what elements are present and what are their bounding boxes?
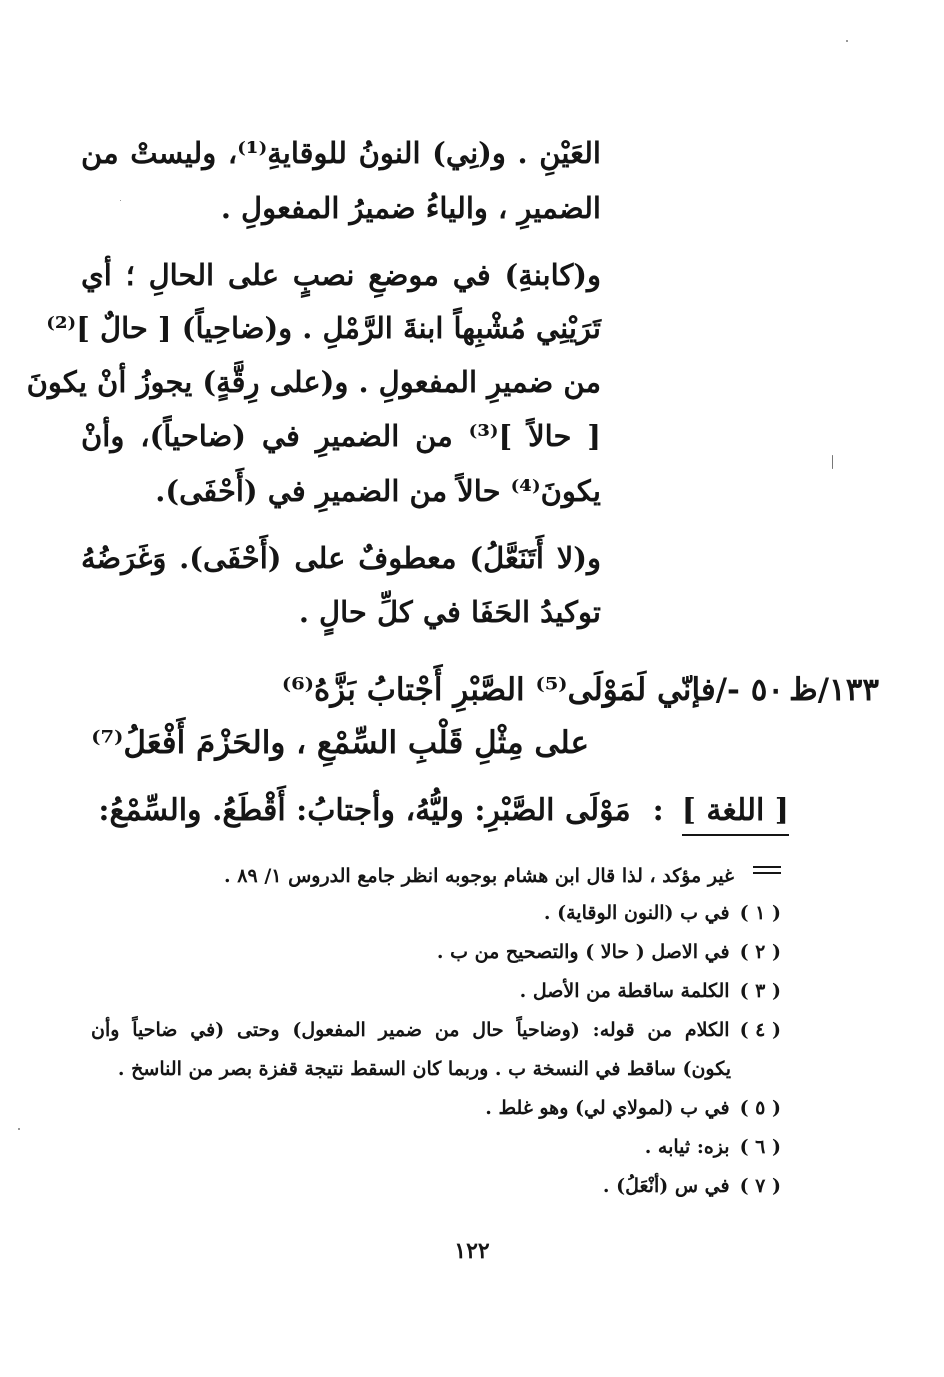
footnote-number: ( ٧ ) <box>739 1175 781 1197</box>
footnote-number: ( ١ ) <box>739 902 781 924</box>
body-line-5: من ضميرِ المفعولِ . و(على رِقَّةٍ) يجوزُ أنْ يكونَ <box>26 365 601 399</box>
footnote-continued: غير مؤكد ، لذا قال ابن هشام بوجوبه انظر جامع الدروس ١/ ٨٩ . <box>224 865 734 887</box>
footnote-text: في ب (النون الوقاية) . <box>543 902 730 924</box>
scan-speck <box>846 40 848 42</box>
footnote-number: ( ٣ ) <box>739 980 781 1002</box>
footnote-text: في س (أنْعَلُ) . <box>602 1175 730 1197</box>
footnote-3 <box>520 977 781 1005</box>
footnote-4 <box>91 1016 781 1044</box>
footnote-6 <box>645 1133 781 1161</box>
footnote-number: ( ٢ ) <box>739 941 781 963</box>
body-line-4: تَرَيْنِي مُشْبِهاً ابنةَ الرَّمْلِ . و(ضاحِياً) [ حالٌ ]⁽²⁾ <box>46 311 601 345</box>
footnote-number: ( ٦ ) <box>739 1136 781 1158</box>
footnote-2 <box>437 938 781 966</box>
footnote-number: ( ٤ ) <box>739 1019 781 1041</box>
verse-line-2: على مِثْلِ قَلْبِ السِّمْعِ ، والحَزْمَ أَفْعَلُ⁽⁷⁾ <box>91 725 589 761</box>
footnote-1 <box>544 899 781 927</box>
scan-speck <box>120 200 121 201</box>
footnote-7 <box>603 1172 781 1200</box>
lugha-line <box>89 790 789 836</box>
page-number: ١٢٢ <box>454 1238 490 1264</box>
body-line-9: توكيدُ الحَفَا في كلِّ حالٍ . <box>298 595 601 629</box>
body-line-2: الضميرِ ، والياءُ ضميرُ المفعولِ . <box>220 191 601 225</box>
footnote-continuation-mark <box>753 864 781 874</box>
body-line-8: و(لا أَتَنَعَّلُ) معطوفٌ على (أَحْفَى). وَغَرَضُهُ <box>81 541 601 575</box>
footnote-text: الكلمة ساقطة من الأصل . <box>519 980 730 1002</box>
scan-speck <box>18 1128 20 1130</box>
scan-speck <box>832 455 833 469</box>
footnote-text: الكلام من قوله: (وضاحياً حال من ضمير المفعول) وحتى (في ضاحياً وأن <box>91 1019 730 1041</box>
verse-line-1: ٥٠ -/فإنّي لَمَوْلَى⁽⁵⁾ الصَّبْرِ أَجْتابُ بَزَّهُ⁽⁶⁾ <box>281 672 784 708</box>
footnote-text: في ب (لمولاي لي) وهو غلط . <box>485 1097 730 1119</box>
body-line-7: يكونَ⁽⁴⁾ حالاً من الضميرِ في (أَحْفَى). <box>155 474 601 508</box>
footnote-number: ( ٥ ) <box>739 1097 781 1119</box>
body-line-1: العَيْنِ . و(نِي) النونُ للوقايةِ⁽¹⁾، وليستْ من <box>81 136 601 170</box>
lugha-colon: : <box>652 793 664 828</box>
footnote-text: في الاصل ( حالا ) والتصحيح من ب . <box>436 941 730 963</box>
lugha-label: [ اللغة ] <box>682 790 789 836</box>
lugha-text: مَوْلَى الصَّبْرِ: وليُّهُ، وأجتابُ: أَقْطَعُ. والسِّمْعُ: <box>98 793 631 828</box>
body-line-6: [ حالاً ]⁽³⁾ من الضميرِ في (ضاحياً)، وأنْ <box>81 419 601 453</box>
footnote-4-continuation: يكون) ساقط في النسخة ب . وربما كان السقط نتيجة قفزة بصر من الناسخ . <box>117 1058 731 1080</box>
footnote-5 <box>485 1094 781 1122</box>
footnote-text: بزه: ثيابه . <box>644 1136 730 1158</box>
body-line-3: و(كابنةِ) في موضعِ نصبٍ على الحالِ ؛ أي <box>81 258 601 292</box>
verse-reference: ١٣٣/ظ <box>789 672 879 708</box>
